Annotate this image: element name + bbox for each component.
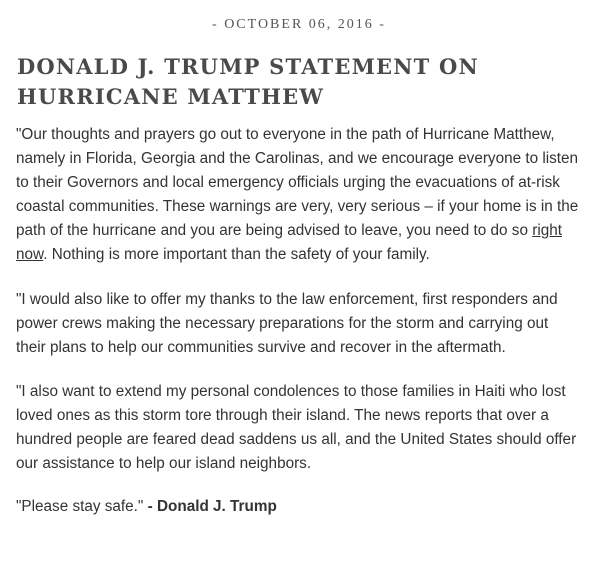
paragraph-1-text: "Our thoughts and prayers go out to everyone in the path of Hurricane Matthew, namely in Florida, Georgia and the Carolinas, and we encourage everyone to listen to their Governors and local emergency officials urging the evacuations of at-risk coastal communities. These warnings are very, very serious – if your home is in the path of the hurricane and you are being advised to leave, you need to do so bbox=[16, 126, 579, 239]
statement-body bbox=[16, 123, 582, 519]
paragraph-2: "I would also like to offer my thanks to the law enforcement, first responders and power crews making the necessary preparations for the storm and carrying out their plans to help our communities survive and recover in the aftermath. bbox=[16, 291, 558, 356]
closing-line bbox=[16, 495, 582, 519]
paragraph-3: "I also want to extend my personal condolences to those families in Haiti who lost loved ones as this storm tore through their island. The news reports that over a hundred people are feared dead saddens us all, and the United States should offer our assistance to help our island neighbors. bbox=[16, 383, 577, 472]
page-title: DONALD J. TRUMP STATEMENT ON HURRICANE MATTHEW bbox=[17, 54, 479, 109]
right-now-link[interactable]: right now bbox=[16, 222, 562, 263]
paragraph-1-end: . Nothing is more important than the safety of your family. bbox=[43, 246, 430, 263]
statement-date: - OCTOBER 06, 2016 - bbox=[212, 17, 386, 32]
signature: - Donald J. Trump bbox=[147, 498, 277, 515]
paragraph-1 bbox=[16, 123, 582, 267]
closing-quote: "Please stay safe." bbox=[16, 498, 148, 515]
